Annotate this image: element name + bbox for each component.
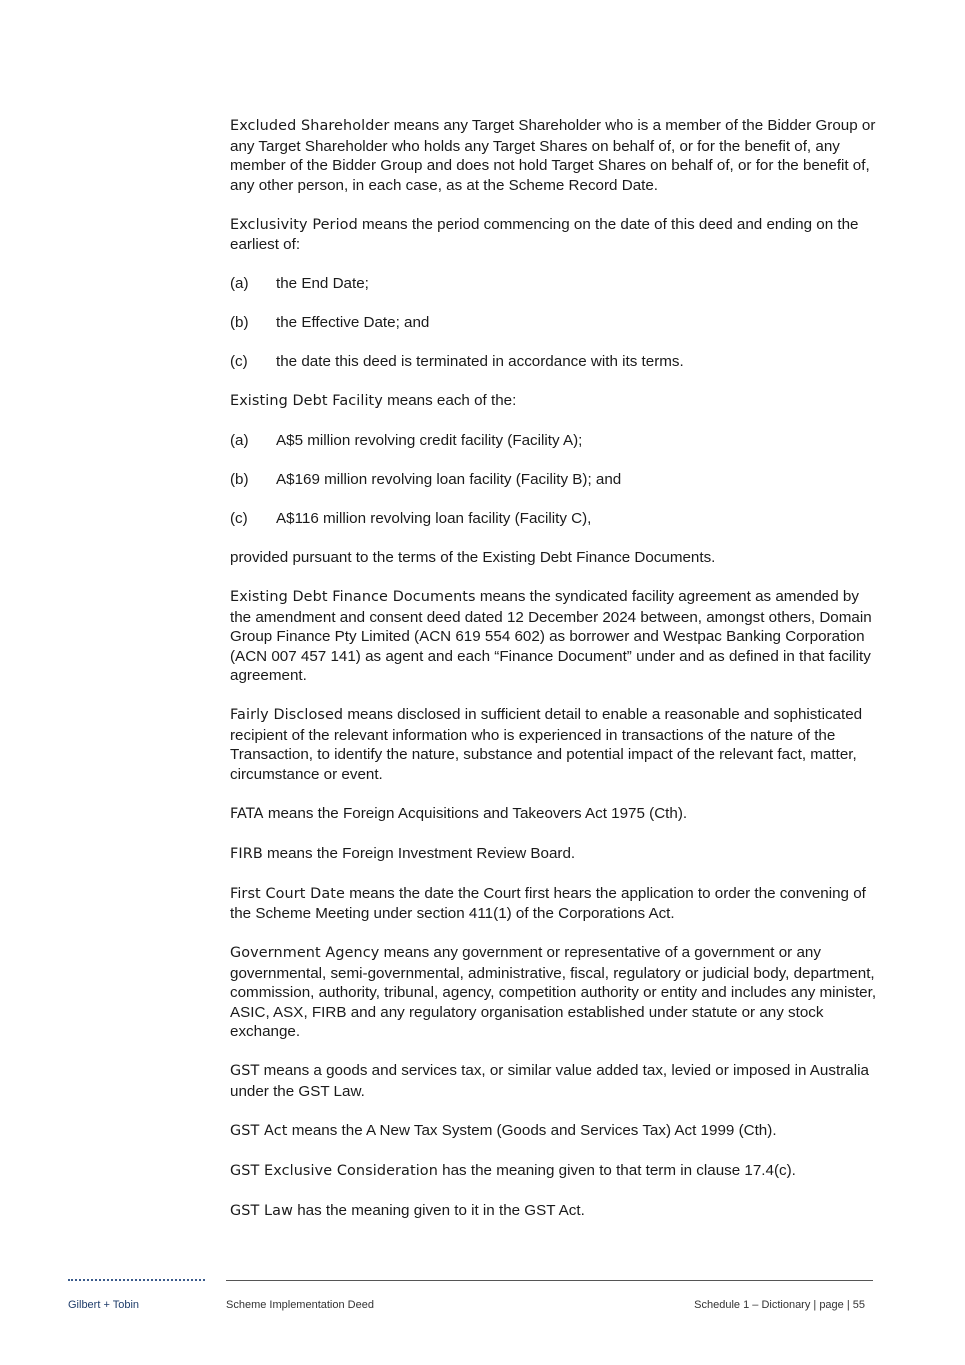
definition-text: has the meaning given to it in the GST Act. [292, 1201, 585, 1219]
definition-fairly-disclosed [230, 705, 880, 784]
list-item-text: A$116 million revolving loan facility (Facility C), [276, 510, 592, 527]
list-item-number: (c) [230, 353, 248, 370]
defined-term: FIRB [230, 845, 263, 862]
definition-fata [230, 804, 880, 825]
definition-gst-exclusive-consideration [230, 1161, 880, 1182]
defined-term: Fairly Disclosed [230, 707, 344, 723]
footer-page-info: Schedule 1 – Dictionary | page | 55 [694, 1299, 865, 1311]
definition-text: means each of the: [382, 392, 517, 409]
definition-existing-debt-facility [230, 391, 880, 412]
list-item [230, 431, 880, 451]
list-item [230, 509, 880, 529]
defined-term: GST Exclusive Consideration [230, 1162, 438, 1179]
defined-term: GST [230, 1063, 260, 1079]
definition-government-agency [230, 943, 880, 1042]
definition-gst-act [230, 1121, 880, 1142]
footer-divider-dotted [68, 1279, 205, 1281]
defined-term: GST Law [230, 1202, 293, 1219]
defined-term: Government Agency [230, 945, 380, 961]
list-item [230, 352, 880, 372]
list-item [230, 274, 880, 294]
definition-text: means the date the Court first hears the application to order the convening of the Scheme Meeting under section 411(1) of the Corporations Act. [230, 884, 866, 922]
defined-term: FATA [230, 805, 264, 822]
footer-document-title: Scheme Implementation Deed [226, 1299, 374, 1311]
definition-text: means the Foreign Acquisitions and Takeovers Act 1975 (Cth). [263, 804, 688, 822]
facility-tail-text: provided pursuant to the terms of the Existing Debt Finance Documents. [230, 549, 716, 566]
list-item-text: the date this deed is terminated in accordance with its terms. [276, 353, 684, 370]
list-item-number: (a) [230, 275, 249, 292]
definition-excluded-shareholder [230, 116, 880, 195]
definition-gst [230, 1061, 880, 1101]
definition-text: means the syndicated facility agreement as amended by the amendment and consent deed dated 12 December 2024 between, amongst others, Domain Group Finance Pty Limited (ACN 619 554 602) as borrower and Westpac Banking Corporation (ACN 007 457 141) as agent and each “Finance Document” under and as defined in that facility agreement. [230, 588, 872, 684]
definition-text: means a goods and services tax, or similar value added tax, levied or imposed in Australia under the GST Law. [230, 1062, 869, 1100]
definition-text: has the meaning given to that term in clause 17.4(c). [437, 1161, 796, 1179]
definition-existing-debt-finance-documents [230, 587, 880, 686]
list-item-text: A$5 million revolving credit facility (Facility A); [276, 432, 583, 449]
definition-text: means any Target Shareholder who is a member of the Bidder Group or any Target Shareholder who holds any Target Shares on behalf of, or for the benefit of, any member of the Bidder Group and does not hold Target Shares on behalf of, or for the benefit of, any other person, in each case, as at the Scheme Record Date. [230, 117, 876, 194]
defined-term: Exclusivity Period [230, 216, 358, 233]
definition-text: means any government or representative of a government or any governmental, semi-governmental, administrative, fiscal, regulatory or judicial body, department, commission, authority, tribunal, agency, competition authority or entity and includes any minister, ASIC, ASX, FIRB and any regulatory organisation established under statute or any stock exchange. [230, 944, 877, 1040]
list-item-number: (b) [230, 471, 249, 488]
definition-text: means the period commencing on the date of this deed and ending on the earliest of: [230, 215, 859, 253]
definition-text: means the A New Tax System (Goods and Services Tax) Act 1999 (Cth). [287, 1121, 777, 1139]
footer-firm-name: Gilbert + Tobin [68, 1299, 140, 1311]
definition-firb [230, 844, 880, 865]
list-item-number: (a) [230, 432, 249, 449]
defined-term: Existing Debt Facility [230, 393, 383, 409]
defined-term: GST Act [230, 1122, 288, 1139]
defined-term: First Court Date [230, 885, 345, 902]
definition-text: means the Foreign Investment Review Board. [262, 844, 576, 862]
definition-first-court-date [230, 884, 880, 924]
list-item [230, 313, 880, 333]
list-item-number: (c) [230, 510, 248, 527]
list-item [230, 470, 880, 490]
list-item-text: the End Date; [276, 275, 369, 292]
defined-term: Existing Debt Finance Documents [230, 589, 476, 605]
definition-exclusivity-period [230, 215, 880, 255]
footer-divider [226, 1280, 873, 1281]
list-item-text: the Effective Date; and [276, 314, 430, 331]
list-item-text: A$169 million revolving loan facility (Facility B); and [276, 471, 622, 488]
defined-term: Excluded Shareholder [230, 118, 390, 134]
list-item-number: (b) [230, 314, 249, 331]
definition-text: means disclosed in sufficient detail to enable a reasonable and sophisticated recipient of the relevant information who is experienced in transactions of the nature of the Transaction, to identify the nature, substance and potential impact of the relevant fact, matter, circumstance or event. [230, 706, 863, 783]
document-body [230, 116, 880, 1241]
definition-gst-law [230, 1201, 880, 1222]
